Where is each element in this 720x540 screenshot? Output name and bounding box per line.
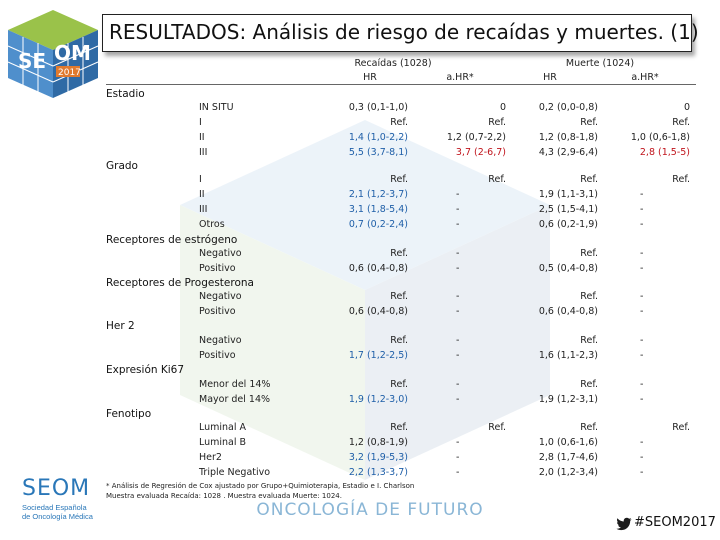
cell-ahr1: Ref. — [488, 174, 506, 185]
seom-cube-logo — [4, 8, 102, 100]
cell-ahr2: - — [640, 394, 644, 405]
cell-hr2: 1,0 (0,6-1,6) — [538, 437, 598, 448]
cell-ahr1: - — [456, 452, 460, 463]
cell-hr1: 0,6 (0,4-0,8) — [348, 263, 408, 274]
cell-label: Otros — [199, 219, 225, 230]
cell-ahr2: - — [640, 379, 644, 390]
cell-ahr2: - — [640, 452, 644, 463]
cell-label: Her2 — [199, 452, 222, 463]
svg-text:SE: SE — [18, 49, 47, 73]
cell-hr2: 1,6 (1,1-2,3) — [538, 350, 598, 361]
cell-ahr2: Ref. — [672, 174, 690, 185]
hashtag-text: #SEOM2017 — [634, 515, 716, 530]
cell-ahr1: - — [456, 291, 460, 302]
cell-hr1: 1,9 (1,2-3,0) — [348, 394, 408, 405]
cell-hr1: Ref. — [390, 248, 408, 259]
society-line1: Sociedad Española — [22, 503, 87, 512]
cell-label: II — [199, 189, 205, 200]
oncologia-banner — [250, 500, 490, 530]
cell-ahr2: Ref. — [672, 422, 690, 433]
cell-hr2: 0,6 (0,4-0,8) — [538, 306, 598, 317]
cell-hr1: 1,4 (1,0-2,2) — [348, 132, 408, 143]
cell-label: III — [199, 204, 208, 215]
cell-hr2: Ref. — [580, 379, 598, 390]
cell-hr1: 0,6 (0,4-0,8) — [348, 306, 408, 317]
cell-ahr1: - — [456, 248, 460, 259]
cell-ahr1: - — [456, 335, 460, 346]
cell-ahr1: 1,2 (0,7-2,2) — [446, 132, 506, 143]
cell-hr1: Ref. — [390, 291, 408, 302]
cell-hr2: 2,5 (1,5-4,1) — [538, 204, 598, 215]
cell-label: I — [199, 117, 202, 128]
cell-ahr2: - — [640, 291, 644, 302]
logo-year: 2017 — [58, 68, 81, 78]
cell-hr1: 2,1 (1,2-3,7) — [348, 189, 408, 200]
section-fenotipo: Fenotipo — [106, 408, 152, 420]
header-muerte: Muerte (1024) — [565, 58, 635, 69]
cell-ahr1: Ref. — [488, 422, 506, 433]
cell-hr2: 1,2 (0,8-1,8) — [538, 132, 598, 143]
cell-hr2: Ref. — [580, 422, 598, 433]
cell-ahr1: - — [456, 204, 460, 215]
cell-ahr1: - — [456, 263, 460, 274]
cell-ahr2: - — [640, 306, 644, 317]
section-receptores-progesterona: Receptores de Progesterona — [106, 277, 254, 289]
cell-hr2: 1,9 (1,2-3,1) — [538, 394, 598, 405]
seom-wordmark: SEOM — [22, 476, 91, 501]
cell-hr1: Ref. — [390, 174, 408, 185]
section-ki67: Expresión Ki67 — [106, 364, 185, 376]
cell-hr1: 3,1 (1,8-5,4) — [348, 204, 408, 215]
cell-ahr2: 1,0 (0,6-1,8) — [630, 132, 690, 143]
header-ahr-2: a.HR* — [631, 72, 659, 83]
cell-hr1: 0,3 (0,1-1,0) — [348, 102, 408, 113]
cell-label: III — [199, 147, 208, 158]
section-grado: Grado — [106, 160, 138, 172]
cell-ahr1: - — [456, 467, 460, 478]
cell-label: Triple Negativo — [199, 467, 271, 478]
header-hr-2: HR — [543, 72, 557, 83]
cell-hr1: Ref. — [390, 117, 408, 128]
cell-ahr2: - — [640, 467, 644, 478]
header-recaidas: Recaídas (1028) — [354, 58, 432, 69]
cell-hr1: 1,2 (0,8-1,9) — [348, 437, 408, 448]
cell-label: Luminal B — [199, 437, 247, 448]
cell-label: Menor del 14% — [199, 379, 271, 390]
cell-ahr1: - — [456, 394, 460, 405]
cell-label: Positivo — [199, 263, 236, 274]
hashtag-box — [612, 511, 716, 535]
cell-hr2: 0,5 (0,4-0,8) — [538, 263, 598, 274]
cell-label: Negativo — [199, 335, 242, 346]
svg-text:OM: OM — [54, 41, 91, 65]
cell-label: IN SITU — [199, 102, 234, 113]
header-ahr-1: a.HR* — [446, 72, 474, 83]
cell-ahr2: - — [640, 350, 644, 361]
cell-ahr1: Ref. — [488, 117, 506, 128]
cell-label: Mayor del 14% — [199, 394, 271, 405]
header-divider — [106, 84, 696, 85]
cell-hr1: 2,2 (1,3-3,7) — [348, 467, 408, 478]
cell-label: I — [199, 174, 202, 185]
section-estadio: Estadio — [106, 88, 145, 100]
cell-hr2: Ref. — [580, 248, 598, 259]
title-box — [102, 14, 699, 52]
cell-hr1: Ref. — [390, 335, 408, 346]
footnote-line1: * Análisis de Regresión de Cox ajustado por Grupo+Quimioterapia, Estadio e I. Charlson — [106, 482, 415, 490]
cell-ahr1: 0 — [499, 102, 506, 113]
cell-hr1: 3,2 (1,9-5,3) — [348, 452, 408, 463]
cell-hr2: Ref. — [580, 291, 598, 302]
cell-ahr2: 0 — [683, 102, 690, 113]
footnote-line2: Muestra evaluada Recaída: 1028 . Muestra evaluada Muerte: 1024. — [106, 492, 342, 500]
cell-ahr2: - — [640, 437, 644, 448]
cell-label: Negativo — [199, 291, 242, 302]
cell-hr2: Ref. — [580, 174, 598, 185]
cell-label: Positivo — [199, 350, 236, 361]
cell-ahr1: - — [456, 219, 460, 230]
twitter-icon — [616, 517, 632, 531]
cell-hr1: 0,7 (0,2-2,4) — [348, 219, 408, 230]
cell-ahr1: - — [456, 379, 460, 390]
cell-ahr1: - — [456, 350, 460, 361]
cell-hr2: Ref. — [580, 335, 598, 346]
society-line2: de Oncología Médica — [22, 512, 93, 521]
cell-ahr2: - — [640, 248, 644, 259]
cell-hr1: Ref. — [390, 379, 408, 390]
cell-hr2: 0,6 (0,2-1,9) — [538, 219, 598, 230]
cell-label: II — [199, 132, 205, 143]
cell-ahr2: - — [640, 189, 644, 200]
cell-label: Positivo — [199, 306, 236, 317]
banner-text: ONCOLOGÍA DE FUTURO — [256, 500, 484, 520]
cell-ahr1: - — [456, 306, 460, 317]
cell-ahr1: - — [456, 437, 460, 448]
cell-hr1: Ref. — [390, 422, 408, 433]
cell-ahr2: - — [640, 204, 644, 215]
cell-hr2: 1,9 (1,1-3,1) — [538, 189, 598, 200]
cell-hr2: 2,0 (1,2-3,4) — [538, 467, 598, 478]
cell-ahr2: - — [640, 335, 644, 346]
cell-label: Negativo — [199, 248, 242, 259]
cell-hr2: 4,3 (2,9-6,4) — [538, 147, 598, 158]
section-her2: Her 2 — [106, 320, 135, 332]
cell-hr2: Ref. — [580, 117, 598, 128]
cell-ahr2: Ref. — [672, 117, 690, 128]
cell-ahr2: - — [640, 219, 644, 230]
header-hr-1: HR — [363, 72, 377, 83]
section-receptores-estrogeno: Receptores de estrógeno — [106, 234, 238, 246]
page-title: RESULTADOS: Análisis de riesgo de recaídas y muertes. (1) — [109, 20, 699, 44]
cell-hr2: 0,2 (0,0-0,8) — [538, 102, 598, 113]
cell-ahr2: - — [640, 263, 644, 274]
cell-hr1: 1,7 (1,2-2,5) — [348, 350, 408, 361]
cell-ahr1: - — [456, 189, 460, 200]
cell-hr2: 2,8 (1,7-4,6) — [538, 452, 598, 463]
cell-hr1: 5,5 (3,7-8,1) — [348, 147, 408, 158]
cell-ahr2: 2,8 (1,5-5) — [639, 147, 690, 158]
cell-label: Luminal A — [199, 422, 247, 433]
cell-ahr1: 3,7 (2-6,7) — [455, 147, 506, 158]
seom-footer-logo — [22, 476, 110, 538]
